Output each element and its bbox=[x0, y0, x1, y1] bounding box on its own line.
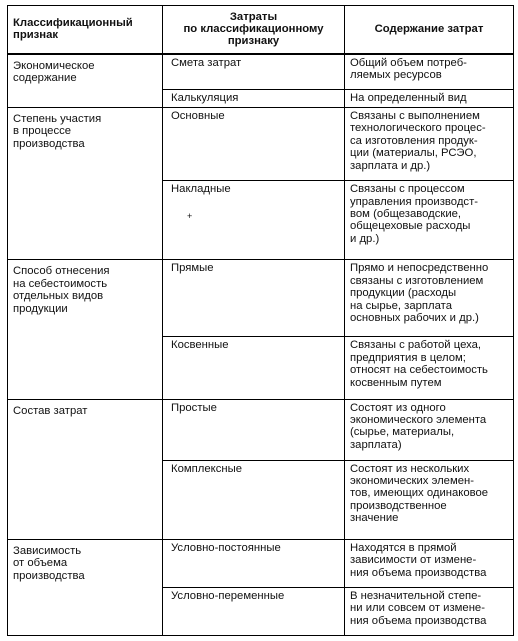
cost-classification-table bbox=[7, 5, 514, 636]
criterion-cell: Степень участия в процессе производства bbox=[8, 108, 163, 260]
table-row bbox=[8, 54, 514, 90]
table-row bbox=[8, 108, 514, 181]
cost-cell: Комплексные bbox=[163, 460, 345, 539]
criterion-cell: Экономическое содержание bbox=[8, 54, 163, 108]
cost-cell: Условно-переменные bbox=[163, 587, 345, 635]
content-cell: В незначительной степе- ни или совсем от измене- ния объема производства bbox=[345, 587, 514, 635]
table-row bbox=[8, 399, 514, 460]
content-cell: Связаны с работой цеха, предприятия в целом; относят на себестоимость косвенным путем bbox=[345, 337, 514, 399]
content-cell: Находятся в прямой зависимости от измене- ния объема производства bbox=[345, 539, 514, 587]
content-cell: На определенный вид bbox=[345, 90, 514, 108]
cost-cell: Прямые bbox=[163, 260, 345, 337]
header-criterion: Классификационный признак bbox=[8, 6, 163, 54]
cost-cell: Простые bbox=[163, 399, 345, 460]
table-row bbox=[8, 260, 514, 337]
content-cell: Прямо и непосредственно связаны с изготовлением продукции (расходы на сырье, зарплата основных рабочих и др.) bbox=[345, 260, 514, 337]
content-cell: Состоят из одного экономического элемента (сырье, материалы, зарплата) bbox=[345, 399, 514, 460]
content-cell: Состоят из нескольких экономических элемен- тов, имеющих одинаковое производственное значение bbox=[345, 460, 514, 539]
content-cell: Связаны с выполнением технологического процес- са изготовления продук- ции (материалы, РСЭО, зарплата и др.) bbox=[345, 108, 514, 181]
cost-cell: Смета затрат bbox=[163, 54, 345, 90]
table-row bbox=[8, 539, 514, 587]
cost-cell: Косвенные bbox=[163, 337, 345, 399]
stray-mark: + bbox=[187, 210, 193, 221]
criterion-cell: Зависимость от объема производства bbox=[8, 539, 163, 635]
cost-label: Накладные bbox=[171, 183, 231, 196]
criterion-cell: Состав затрат bbox=[8, 399, 163, 539]
header-content: Содержание затрат bbox=[345, 6, 514, 54]
header-cost: Затраты по классификационному признаку bbox=[163, 6, 345, 54]
cost-cell: Калькуляция bbox=[163, 90, 345, 108]
cost-cell: Основные bbox=[163, 108, 345, 181]
cost-cell: Условно-постоянные bbox=[163, 539, 345, 587]
content-cell: Общий объем потреб- ляемых ресурсов bbox=[345, 54, 514, 90]
criterion-cell: Способ отнесения на себестоимость отдельных видов продукции bbox=[8, 260, 163, 399]
cost-cell bbox=[163, 181, 345, 260]
content-cell: Связаны с процессом управления производст- вом (общезаводские, общецеховые расходы и др.) bbox=[345, 181, 514, 260]
header-row bbox=[8, 6, 514, 54]
